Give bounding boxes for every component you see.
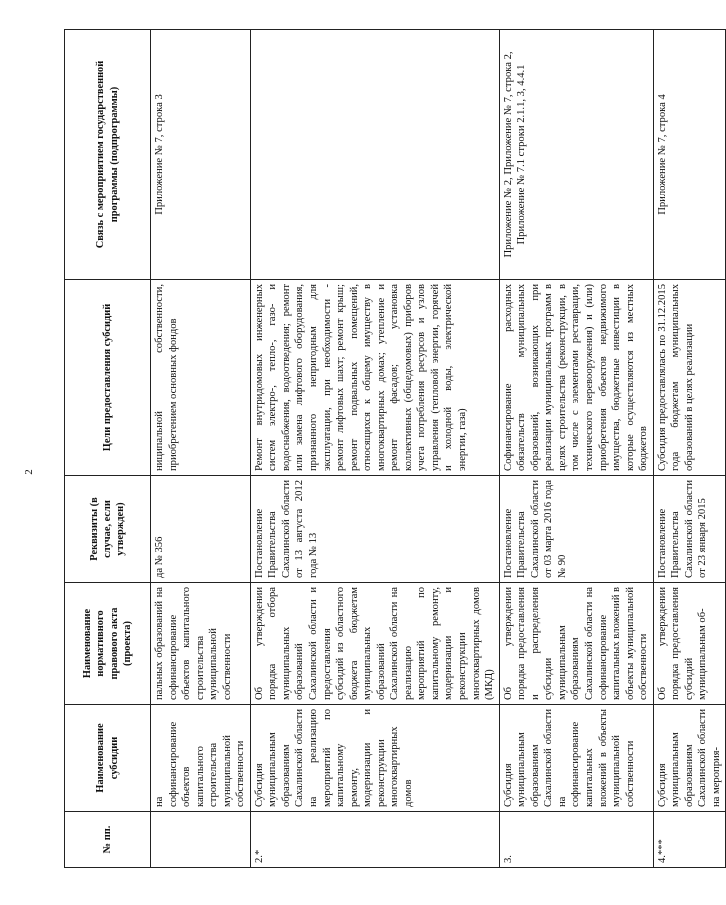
row-goals: Субсидия предоставлялась по 31.12.2015 года бюджетам муниципальных образований в целях реализации — [653, 280, 726, 476]
row-act-name: Об утверждении порядка отбора муниципальных образований Сахалинской области и предоставления субсидий из областного бюджета бюджетам муниципальных образований Сахалинской области на реализацию мероприятий по капитальному ремонту, модернизации и реконструкции многоквартирных домов (МКД) — [250, 583, 499, 705]
table-header-row — [65, 30, 151, 868]
subsidy-table — [64, 29, 726, 868]
row-num: 4.*** — [653, 812, 726, 868]
row-details: да № 356 — [151, 476, 251, 583]
row-details: Постановление Правительства Сахалинской области от 03 марта 2016 года № 90 — [499, 476, 653, 583]
row-program-link: Приложение № 7, строка 4 — [653, 30, 726, 280]
header-goals: Цели предоставления субсидий — [65, 280, 151, 476]
header-subsidy-name: Наименование субсидии — [65, 705, 151, 812]
row-act-name: пальных образований на софинансирование объектов капитального строительства муниципальной собственности — [151, 583, 251, 705]
row-num: 3. — [499, 812, 653, 868]
row-details: Постановление Правительства Сахалинской области от 23 января 2015 — [653, 476, 726, 583]
row-goals: ниципальной собственности, приобретением основных фондов — [151, 280, 251, 476]
table-row — [151, 30, 251, 868]
row-details: Постановление Правительства Сахалинской области от 13 августа 2012 года № 13 — [250, 476, 499, 583]
table-row — [499, 30, 653, 868]
row-program-link: Приложение № 2, Приложение № 7, строка 2, Приложение № 7.1 строки 2.1.1, 3, 4.4.1 — [499, 30, 653, 280]
row-goals: Софинансирование расходных обязательств муниципальных образований, возникающих при реализации муниципальных программ в целях строительства (реконструкции, в том числе с элементами реставрации, технического перевооружения) и (или) приобретения объектов недвижимого имущества, бюджетные инвестиции в которые осуществляются из местных бюджетов — [499, 280, 653, 476]
row-num — [151, 812, 251, 868]
row-act-name: Об утверждении порядка предоставления и распределения субсидии муниципальным образованиям Сахалинской области на софинансирование капитальных вложений в объекты муниципальной собственности — [499, 583, 653, 705]
header-act-name: Наименование нормативного правового акта (проекта) — [65, 583, 151, 705]
row-goals: Ремонт внутридомовых инженерных систем электро-, тепло-, газо- и водоснабжения, водоотведения; ремонт или замена лифтового оборудования, признанного непригодным для эксплуатации, при необходимости - ремонт лифтовых шахт; ремонт крыш; ремонт подвальных помещений, относящихся к общему имуществу в многоквартирных домах; утепление и ремонт фасадов; установка коллективных (общедомовых) приборов учета потребления ресурсов и узлов управления (тепловой энергии, горячей и холодной воды, электрической энергии, газа) — [250, 280, 499, 476]
row-program-link: Приложение № 7, строка 3 — [151, 30, 251, 280]
rotated-table-wrapper — [64, 30, 722, 868]
row-subsidy-name: Субсидия муниципальным образованиям Сахалинской области на софинансирование капитальных вложений в объекты муниципальной собственности — [499, 705, 653, 812]
table-row — [653, 30, 726, 868]
header-details: Реквизиты (в случае, если утвержден) — [65, 476, 151, 583]
row-subsidy-name: на софинансирование объектов капитального строительства муниципальной собственности — [151, 705, 251, 812]
page-number: 2 — [23, 469, 35, 475]
header-num: № пп. — [65, 812, 151, 868]
row-act-name: Об утверждении порядка предоставления субсидий муниципальным об- — [653, 583, 726, 705]
table-row — [250, 30, 499, 868]
header-program-link: Связь с мероприятием государственной программы (подпрограммы) — [65, 30, 151, 280]
row-num: 2.* — [250, 812, 499, 868]
row-program-link — [250, 30, 499, 280]
row-subsidy-name: Субсидия муниципальным образованиям Сахалинской области на мероприя- — [653, 705, 726, 812]
row-subsidy-name: Субсидия муниципальным образованиям Сахалинской области на реализацию мероприятий по капитальному ремонту, модернизации и реконструкции многоквартирных домов — [250, 705, 499, 812]
